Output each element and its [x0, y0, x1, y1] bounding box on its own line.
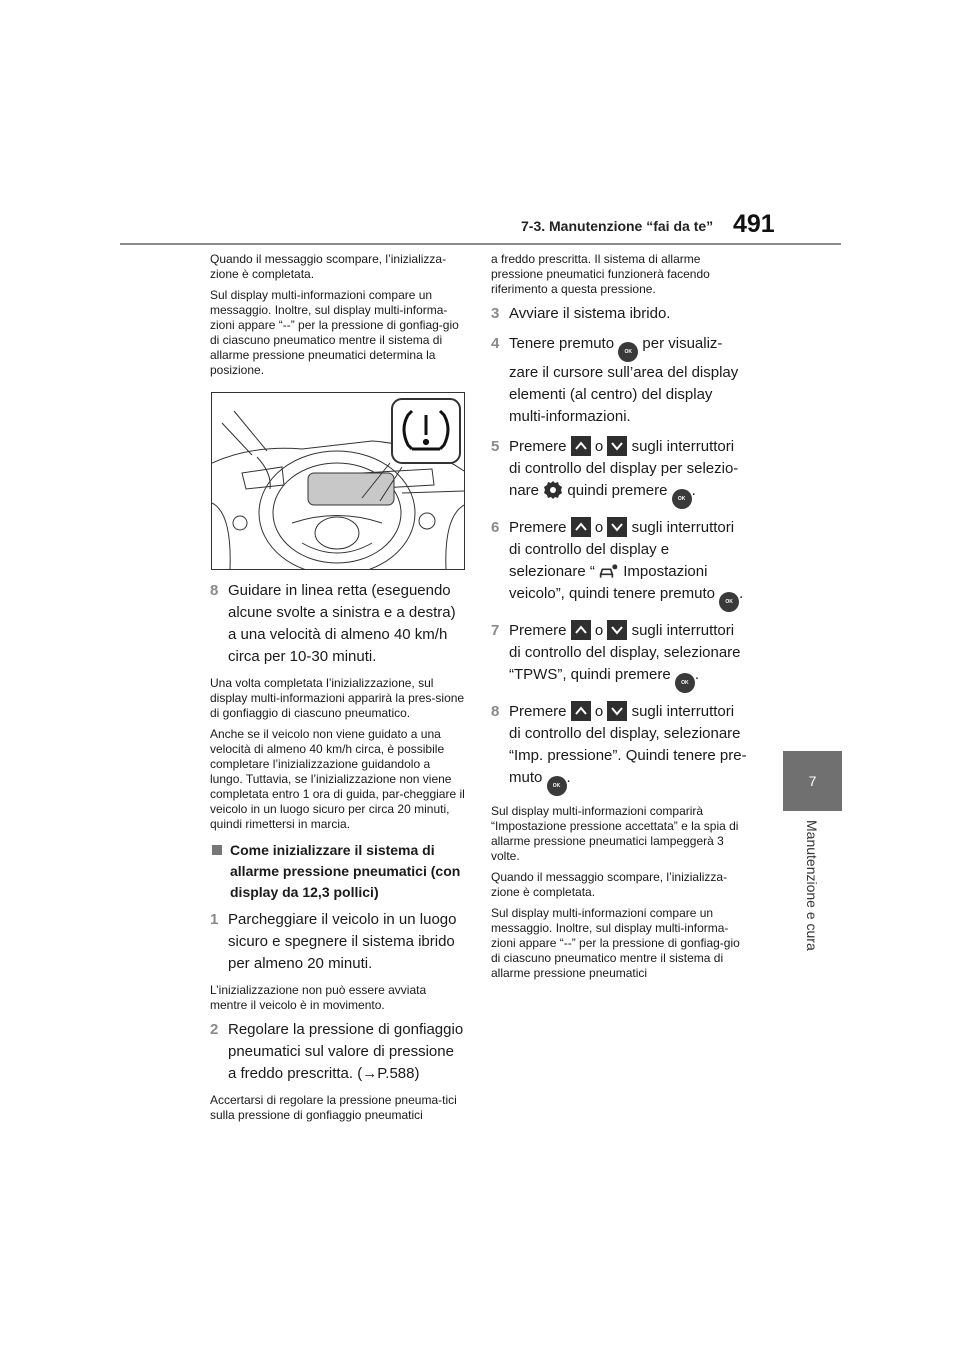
step-8: 8 Premere o sugli interruttori di controllo del display, selezionare “Imp. pressione”. Quindi tenere pre-muto OK . — [491, 701, 747, 796]
steering-wheel-illustration — [212, 393, 464, 569]
chevron-down-icon — [607, 436, 627, 456]
step-2: 2 Regolare la pressione di gonfiaggio pneumatici sul valore di pressione a freddo prescritta. (→P.588) — [210, 1021, 464, 1082]
chevron-up-icon — [571, 436, 591, 456]
chapter-label: Manutenzione e cura — [804, 820, 820, 951]
header-rule — [120, 243, 841, 245]
bullet-square-icon — [212, 845, 222, 855]
ok-button-icon: OK — [672, 489, 692, 509]
chevron-down-icon — [607, 701, 627, 721]
paragraph: Una volta completata l’inizializzazione, sul display multi-informazioni apparirà la pres-sione di gonfiaggio di ciascuno pneumatico. — [210, 676, 465, 720]
paragraph: Anche se il veicolo non viene guidato a una velocità di almeno 40 km/h circa, è possibile completare l’inizializzazione guidandolo a lungo. Tuttavia, se l’inizializzazione non viene completata entro 1 ora di guida, par-cheggiare il veicolo in un luogo sicuro per circa 20 minuti, quindi rimettersi in marcia. — [210, 727, 465, 831]
chevron-up-icon — [571, 620, 591, 640]
gear-icon — [543, 480, 563, 500]
ok-button-icon: OK — [618, 342, 638, 362]
vehicle-settings-icon — [599, 561, 619, 581]
page-number: 491 — [733, 210, 775, 238]
paragraph: Accertarsi di regolare la pressione pneuma-tici sulla pressione di gonfiaggio pneumatici — [210, 1093, 457, 1122]
paragraph: Sul display multi-informazioni compare un messaggio. Inoltre, sul display multi-informa-zioni appare “--” per la pressione di gonfiag-gio di ciascuno pneumatico mentre il sistema di allarme pressione pneumatici determina la posizione. — [210, 288, 459, 377]
paragraph: Sul display multi-informazioni comparirà “Impostazione pressione accettata” e la spia di allarme pressione pneumatici lampeggerà 3 volte. — [491, 804, 739, 863]
right-column — [491, 252, 747, 987]
ok-button-icon: OK — [675, 673, 695, 693]
step-4: 4 Tenere premuto OK per visualiz-zare il cursore sull’area del display elementi (al centro) del display multi-informazioni. — [491, 335, 739, 425]
paragraph: Quando il messaggio scompare, l’inizializza-zione è completata. — [210, 252, 447, 281]
chevron-down-icon — [607, 620, 627, 640]
paragraph: Quando il messaggio scompare, l’inizializza-zione è completata. — [491, 870, 728, 899]
paragraph: Sul display multi-informazioni compare un messaggio. Inoltre, sul display multi-informa-zioni appare “--” per la pressione di gonfiag-gio di ciascuno pneumatico mentre il sistema di allarme pressione pneumatici — [491, 906, 740, 980]
step-8: 8 Guidare in linea retta (eseguendo alcune svolte a sinistra e a destra) a una velocità di almeno 40 km/h circa per 10-30 minuti. — [210, 582, 456, 665]
step-6: 6 Premere o sugli interruttori di controllo del display e selezionare “ Impostazioni veicolo”, quindi tenere premuto OK . — [491, 517, 747, 612]
paragraph: L’inizializzazione non può essere avviata mentre il veicolo è in movimento. — [210, 983, 427, 1012]
step-3: 3 Avviare il sistema ibrido. — [491, 305, 671, 322]
section-title: 7-3. Manutenzione “fai da te” — [521, 218, 714, 234]
step-7: 7 Premere o sugli interruttori di controllo del display, selezionare “TPWS”, quindi premere OK . — [491, 620, 747, 693]
step-1: 1 Parcheggiare il veicolo in un luogo sicuro e spegnere il sistema ibrido per almeno 20 minuti. — [210, 911, 457, 972]
paragraph: a freddo prescritta. Il sistema di allarme pressione pneumatici funzionerà facendo riferimento a questa pressione. — [491, 252, 710, 296]
ok-button-icon: OK — [547, 776, 567, 796]
chevron-up-icon — [571, 701, 591, 721]
chevron-down-icon — [607, 517, 627, 537]
section-subheading: Come inizializzare il sistema di allarme pressione pneumatici (con display da 12,3 pollici) — [210, 840, 466, 903]
chevron-up-icon — [571, 517, 591, 537]
ok-button-icon: OK — [719, 592, 739, 612]
dashboard-illustration — [211, 392, 465, 570]
step-5: 5 Premere o sugli interruttori di controllo del display per selezio-nare quindi premere OK . — [491, 436, 747, 509]
chapter-tab: 7 — [783, 751, 842, 811]
left-column — [210, 252, 466, 1129]
